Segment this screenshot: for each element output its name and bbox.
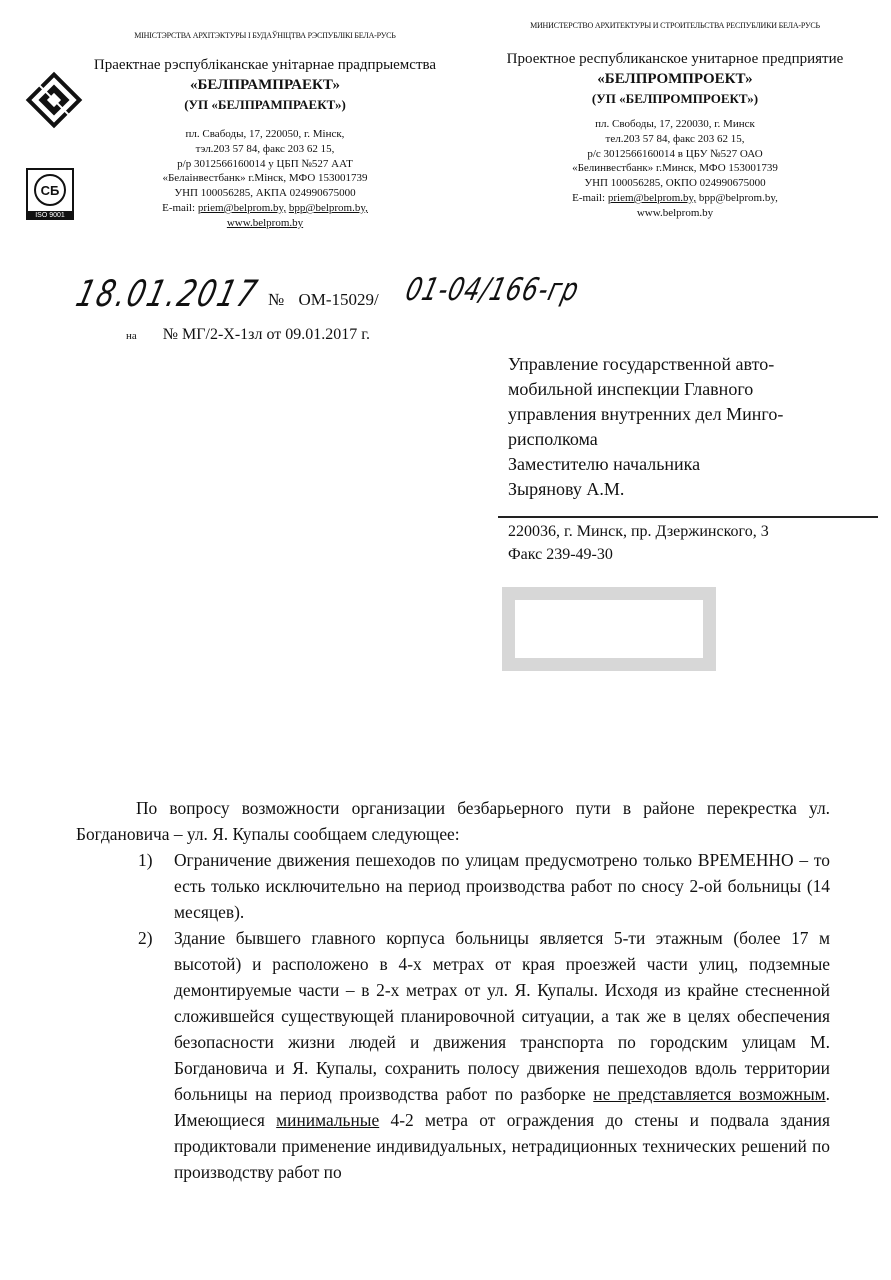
list-item <box>138 847 830 925</box>
right-unp: УНП 100056285, ОКПО 024990675000 <box>584 177 766 190</box>
recipient-address: 220036, г. Минск, пр. Дзержинского, 3 <box>508 523 769 540</box>
list-item-text-cont: . Имеющиеся <box>174 1084 830 1130</box>
certification-caption: ISO 9001 <box>35 212 65 219</box>
outgoing-number-line <box>268 290 379 310</box>
left-web-line <box>90 216 440 231</box>
reference-line <box>126 326 370 344</box>
left-email-1[interactable]: priem@belprom.by, <box>197 201 287 214</box>
left-website[interactable]: www.belprom.by <box>226 216 304 229</box>
right-enterprise-type: Проектное республиканское унитарное предприятие <box>506 51 844 67</box>
recipient-fax: Факс 239-49-30 <box>508 546 613 563</box>
recipient-block <box>508 352 878 502</box>
list-item-text: Здание бывшего главного корпуса больницы является 5-ти этажным (более 17 м высотой) и расположено в 4-х метрах от края проезжей части улиц, подземные демонтируемые части – в 2-х метрах от ул. Я. Купалы. Исходя из крайне стесненной сложившейся существующей планировочной ситуации, а так же в целях обеспечения безопасности жизни людей и движения транспорта по городским улицам М. Богдановича и Я. Купалы, сохранить полосу движения пешеходов вдоль территории больницы на период производства работ по разборке <box>174 928 830 1104</box>
right-email-2[interactable]: bpp@belprom.by, <box>698 191 778 204</box>
underlined-word: минимальные <box>276 1110 380 1130</box>
company-logo <box>24 70 84 130</box>
recipient-line: Управление государственной авто- <box>508 354 775 374</box>
right-address: пл. Свободы, 17, 220030, г. Минск <box>595 118 755 130</box>
right-email-label: E-mail: <box>572 191 606 204</box>
left-email-line <box>90 201 440 216</box>
left-email-label: E-mail: <box>162 201 196 214</box>
recipient-line: мобильной инспекции Главного <box>508 379 754 399</box>
right-web-line <box>480 206 870 221</box>
number-sign: № <box>268 290 285 309</box>
left-phone: тэл.203 57 84, факс 203 62 15, <box>195 142 335 155</box>
right-ministry: МИНИСТЕРСТВО АРХИТЕКТУРЫ И СТРОИТЕЛЬСТВА РЕСПУБЛИКИ БЕЛА-РУСЬ <box>530 21 820 30</box>
list-item-text-tail: 4-2 метра от ограждения до стены и подвала здания продиктовали применение индивидуальных, нетрадиционных технических решений по производству работ по <box>174 1110 830 1182</box>
right-bank: «Белинвестбанк» г.Минск, МФО 153001739 <box>572 162 778 175</box>
recipient-line: Заместителю начальника <box>508 454 701 474</box>
left-enterprise-name: «БЕЛПРАМПРАЕКТ» <box>189 77 341 93</box>
left-enterprise-type: Праектнае рэспублiканскае унiтарнае прадпрыемства <box>93 57 437 73</box>
right-email-1[interactable]: priem@belprom.by, <box>607 191 697 204</box>
recipient-divider <box>498 516 878 518</box>
recipient-contacts <box>508 520 878 566</box>
body-intro: По вопросу возможности организации безбарьерного пути в районе перекрестка ул. Богдановича – ул. Я. Купалы сообщаем следующее: <box>76 798 830 844</box>
reference-label: на <box>126 330 137 342</box>
list-item-number: 1) <box>138 850 153 870</box>
left-email-2[interactable]: bpp@belprom.by, <box>288 201 368 214</box>
right-phone: тел.203 57 84, факс 203 62 15, <box>605 132 745 145</box>
underlined-phrase: не представляется возможным <box>593 1084 826 1104</box>
handwritten-date: 18.01.2017 <box>72 272 264 315</box>
handwritten-number: 01-04/166-гр <box>402 271 584 308</box>
list-item <box>138 925 830 1185</box>
recipient-line: управления внутренних дел Минго- <box>508 404 784 424</box>
left-enterprise-abbr: (УП «БЕЛПРАМПРАЕКТ») <box>184 97 346 112</box>
right-account: р/с 3012566160014 в ЦБУ №527 ОАО <box>587 147 763 160</box>
left-address: пл. Свабоды, 17, 220050, г. Мiнск, <box>185 128 345 140</box>
left-unp: УНП 100056285, АКПА 024990675000 <box>174 187 356 200</box>
letter-body <box>76 795 830 1185</box>
list-item-number: 2) <box>138 928 153 948</box>
redacted-stamp-area <box>502 587 716 671</box>
number-printed: ОМ-15029/ <box>298 290 379 309</box>
list-item-text: Ограничение движения пешеходов по улицам предусмотрено только ВРЕМЕННО – то есть только исключительно на период производства работ по сносу 2-ой больницы (14 месяцев). <box>174 850 830 922</box>
left-account: р/р 3012566160014 у ЦБП №527 ААТ <box>177 157 353 170</box>
right-website[interactable]: www.belprom.by <box>636 206 714 219</box>
recipient-line: рисполкома <box>508 429 598 449</box>
left-header <box>90 30 440 231</box>
left-bank: «Белаiнвестбанк» г.Мiнск, МФО 153001739 <box>162 172 368 185</box>
left-ministry: МIНIСТЭРСТВА АРХIТЭКТУРЫ I БУДАЎНIЦТВА РЭСПУБЛIКI БЕЛА-РУСЬ <box>134 31 396 40</box>
recipient-name: Зырянову А.М. <box>508 479 625 499</box>
right-enterprise-name: «БЕЛПРОМПРОЕКТ» <box>597 71 753 87</box>
diamond-logo-icon <box>24 70 84 130</box>
reference-number: № МГ/2-Х-1зл от 09.01.2017 г. <box>162 326 371 343</box>
right-enterprise-abbr: (УП «БЕЛПРОМПРОЕКТ») <box>591 91 759 106</box>
right-header <box>480 20 870 221</box>
right-email-line <box>480 191 870 206</box>
certification-logo <box>26 168 74 220</box>
certification-mark-icon: СБ <box>40 182 60 198</box>
